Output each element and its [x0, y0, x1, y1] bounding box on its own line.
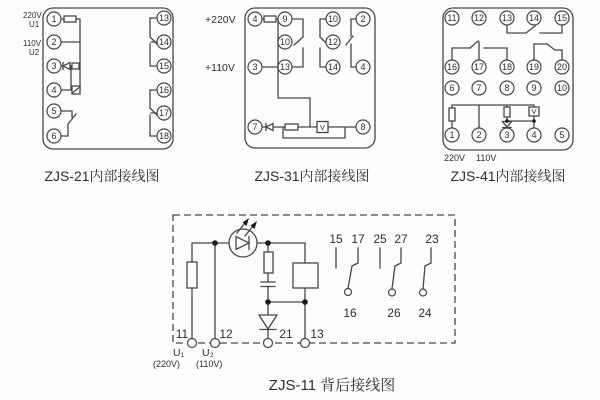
- junction-dot: [505, 119, 509, 123]
- terminal-number: 18: [501, 62, 513, 73]
- zjs21-diagram: [23, 8, 173, 184]
- terminal-number: 13: [279, 62, 291, 73]
- terminal-number: 19: [528, 62, 540, 73]
- terminal-number: 3: [504, 130, 510, 141]
- terminal-number: 11: [447, 13, 457, 24]
- terminal-number: 14: [158, 37, 170, 48]
- junction-dot: [265, 240, 271, 246]
- terminal-number: 10: [327, 14, 339, 25]
- zjs21-case-outline: [43, 8, 173, 149]
- terminal-number: 4: [531, 130, 537, 141]
- zjs41-volt220-label: 220V: [444, 153, 466, 163]
- terminal-number: 3: [51, 61, 57, 72]
- zjs31-volt110-label: +110V: [205, 62, 235, 74]
- terminal-number: 16: [446, 62, 458, 73]
- terminal-number: 2: [476, 130, 482, 141]
- diode-symbol: [259, 315, 277, 329]
- resistor-symbol: [64, 16, 76, 22]
- contact-label: 16: [343, 306, 357, 320]
- contact-label: 23: [425, 232, 439, 246]
- terminal-number: 2: [360, 14, 366, 25]
- terminal-number: 2: [51, 37, 57, 48]
- contact-label: 26: [387, 306, 401, 320]
- zjs11-contact-wiring: [336, 248, 431, 289]
- contact-label: 27: [394, 232, 408, 246]
- terminal-label: 11: [175, 327, 189, 341]
- terminal-number: 12: [473, 13, 485, 24]
- zjs21-u2-label: U2: [29, 48, 40, 57]
- terminal-number: 17: [473, 62, 485, 73]
- varistor-letter: V: [319, 123, 326, 132]
- terminal-number: 6: [449, 83, 455, 94]
- terminal-number: 7: [476, 83, 482, 94]
- zjs41-title: ZJS-41内部接线图: [450, 168, 566, 184]
- terminal-circle: [188, 339, 197, 348]
- zjs11-u2-label: U₂: [202, 347, 214, 359]
- zjs21-volt2-label: 110V: [23, 39, 42, 48]
- terminal-circle: [301, 339, 310, 348]
- terminal-number: 12: [327, 37, 339, 48]
- terminal-number: 5: [559, 130, 565, 141]
- terminal-number: 17: [158, 108, 170, 119]
- terminal-label: 12: [219, 327, 233, 341]
- zjs11-diagram: [153, 215, 455, 394]
- terminal-number: 4: [252, 14, 258, 25]
- terminal-number: 8: [504, 83, 510, 94]
- terminal-number: 15: [556, 13, 568, 24]
- zjs11-u2-volt-label: (110V): [196, 359, 223, 369]
- terminal-number: 16: [158, 85, 170, 96]
- terminal-number: 18: [158, 131, 170, 142]
- junction-dot: [532, 119, 536, 123]
- zjs41-volt110-label: 110V: [476, 153, 497, 163]
- zjs11-u1-label: U₁: [173, 347, 185, 359]
- terminal-number: 6: [51, 131, 57, 142]
- zjs31-volt220-label: +220V: [205, 14, 236, 26]
- resistor-symbol: [264, 16, 276, 22]
- contact-label: 17: [351, 232, 365, 246]
- resistor-symbol: [264, 252, 273, 273]
- zjs21-title: ZJS-21内部接线图: [44, 168, 160, 184]
- terminal-number: 20: [556, 62, 568, 73]
- zjs31-title: ZJS-31内部接线图: [254, 168, 370, 184]
- terminal-number: 4: [360, 62, 366, 73]
- resistor-symbol: [72, 63, 79, 69]
- resistor-symbol: [285, 124, 298, 130]
- zjs11-wiring: [192, 243, 305, 339]
- zjs31-diagram: [205, 8, 375, 184]
- terminal-label: 21: [279, 327, 293, 341]
- terminal-number: 10: [556, 83, 568, 94]
- capacitor-symbol: [261, 282, 275, 287]
- terminal-number: 13: [501, 13, 513, 24]
- terminal-number: 5: [51, 106, 57, 117]
- zjs21-u1-label: U1: [29, 20, 40, 29]
- contact-terminal-circle: [389, 289, 396, 296]
- zjs21-volt1-label: 220V: [23, 11, 42, 20]
- terminal-label: 13: [310, 327, 324, 341]
- terminal-number: 8: [360, 122, 366, 133]
- terminal-number: 3: [252, 62, 258, 73]
- resistor-symbol: [449, 108, 455, 121]
- contact-terminal-circle: [420, 289, 427, 296]
- terminal-number: 1: [51, 14, 57, 25]
- terminal-number: 14: [528, 13, 540, 24]
- junction-dot: [302, 299, 308, 305]
- zjs11-title: ZJS-11 背后接线图: [268, 377, 396, 394]
- terminal-number: 15: [158, 61, 170, 72]
- terminal-number: 9: [531, 83, 537, 94]
- junction-dot: [265, 299, 271, 305]
- junction-dot: [212, 240, 218, 246]
- zjs41-diagram: [443, 8, 573, 184]
- contact-terminal-circle: [345, 289, 352, 296]
- terminal-number: 14: [327, 62, 339, 73]
- terminal-circle: [264, 339, 273, 348]
- resistor-symbol: [187, 262, 197, 288]
- contact-label: 25: [373, 232, 387, 246]
- terminal-number: 4: [51, 85, 57, 96]
- terminal-number: 1: [449, 130, 455, 141]
- terminal-number: 9: [282, 14, 288, 25]
- resistor-symbol: [504, 107, 510, 117]
- zjs11-u1-volt-label: (220V): [153, 359, 181, 369]
- varistor-letter: V: [531, 107, 537, 116]
- terminal-number: 13: [158, 13, 170, 24]
- terminal-number: 10: [279, 37, 291, 48]
- terminal-number: 7: [252, 122, 258, 133]
- contact-label: 24: [418, 306, 432, 320]
- relay-coil-box: [293, 263, 318, 288]
- contact-label: 15: [329, 232, 343, 246]
